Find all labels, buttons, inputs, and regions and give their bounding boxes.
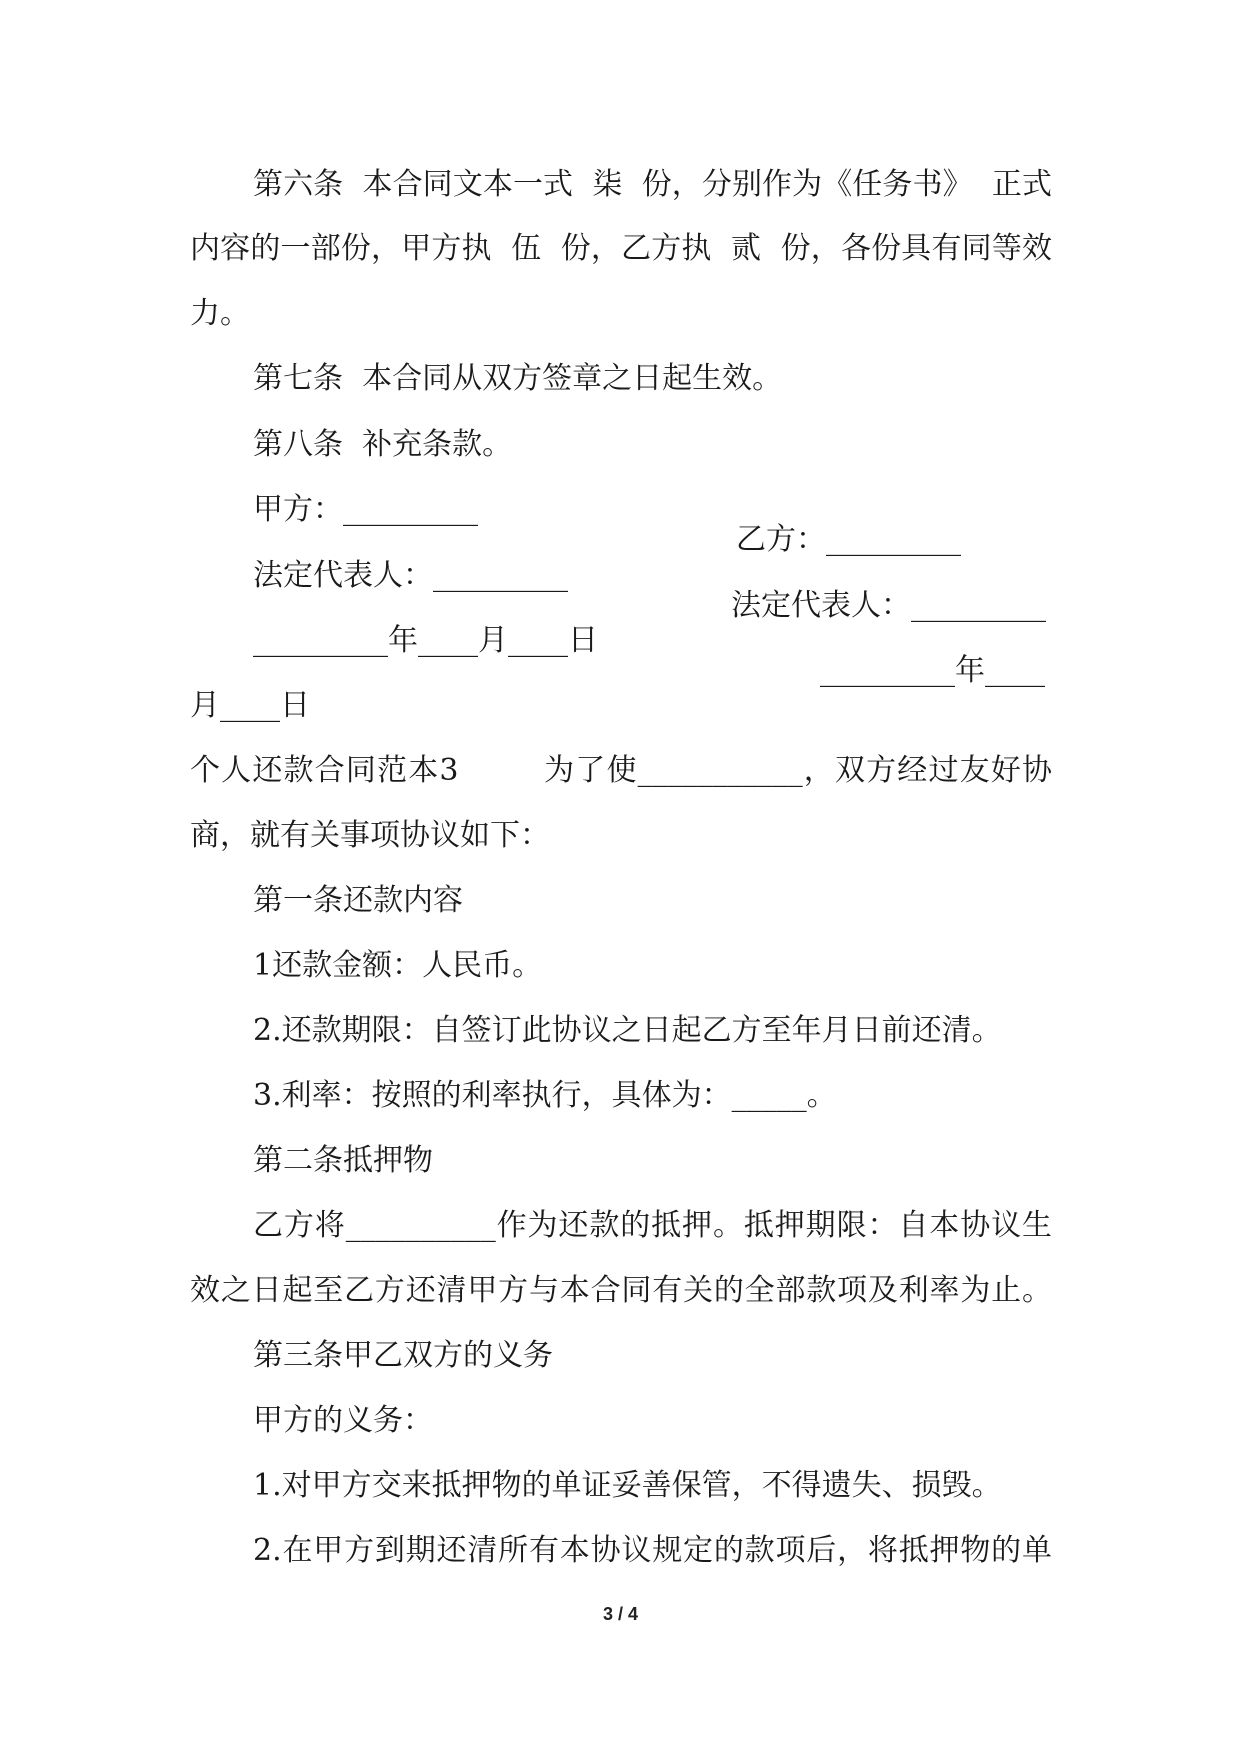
page-number: 3 / 4 [602,1604,639,1624]
party-a-duties-heading: 甲方的义务： [253,1403,433,1438]
date-b: _________年____ [820,653,1045,688]
date-b-continued: 月____日 [190,688,310,723]
party-a-label: 甲方：_________ [253,492,478,527]
sample3-title-line-cont: 商，就有关事项协议如下： [190,818,550,853]
date-a: _________年____月____日 [253,623,598,658]
party-b-label: 乙方：_________ [736,522,961,557]
article-8: 第八条 补充条款。 [253,427,513,462]
duty-item-2: 2.在甲方到期还清所有本协议规定的款项后，将抵押物的单 [253,1533,1052,1568]
article-7: 第七条 本合同从双方签章之日起生效。 [253,361,783,396]
article-6-line-1: 第六条 本合同文本一式 柒 份，分别作为《任务书》 正式 [253,167,1052,202]
sample3-title-line: 个人还款合同范本3 为了使___________，双方经过友好协 [190,753,1052,788]
rep-b-label: 法定代表人：_________ [731,588,1046,623]
clause-2-line-2: 效之日起至乙方还清甲方与本合同有关的全部款项及利率为止。 [190,1273,1052,1308]
article-6-line-3: 力。 [190,296,250,331]
clause-1-item-2: 2.还款期限：自签订此协议之日起乙方至年月日前还清。 [253,1013,1002,1048]
clause-1-heading: 第一条还款内容 [253,883,463,918]
clause-2-line-1: 乙方将__________作为还款的抵押。抵押期限：自本协议生 [253,1208,1052,1243]
clause-1-item-1: 1还款金额：人民币。 [253,948,543,983]
duty-item-1: 1.对甲方交来抵押物的单证妥善保管，不得遗失、损毁。 [253,1468,1002,1503]
clause-2-heading: 第二条抵押物 [253,1143,433,1178]
clause-3-heading: 第三条甲乙双方的义务 [253,1338,553,1373]
rep-a-label: 法定代表人：_________ [253,558,568,593]
article-6-line-2: 内容的一部份，甲方执 伍 份，乙方执 贰 份，各份具有同等效 [190,231,1052,266]
clause-1-item-3: 3.利率：按照的利率执行，具体为：_____。 [253,1078,837,1113]
